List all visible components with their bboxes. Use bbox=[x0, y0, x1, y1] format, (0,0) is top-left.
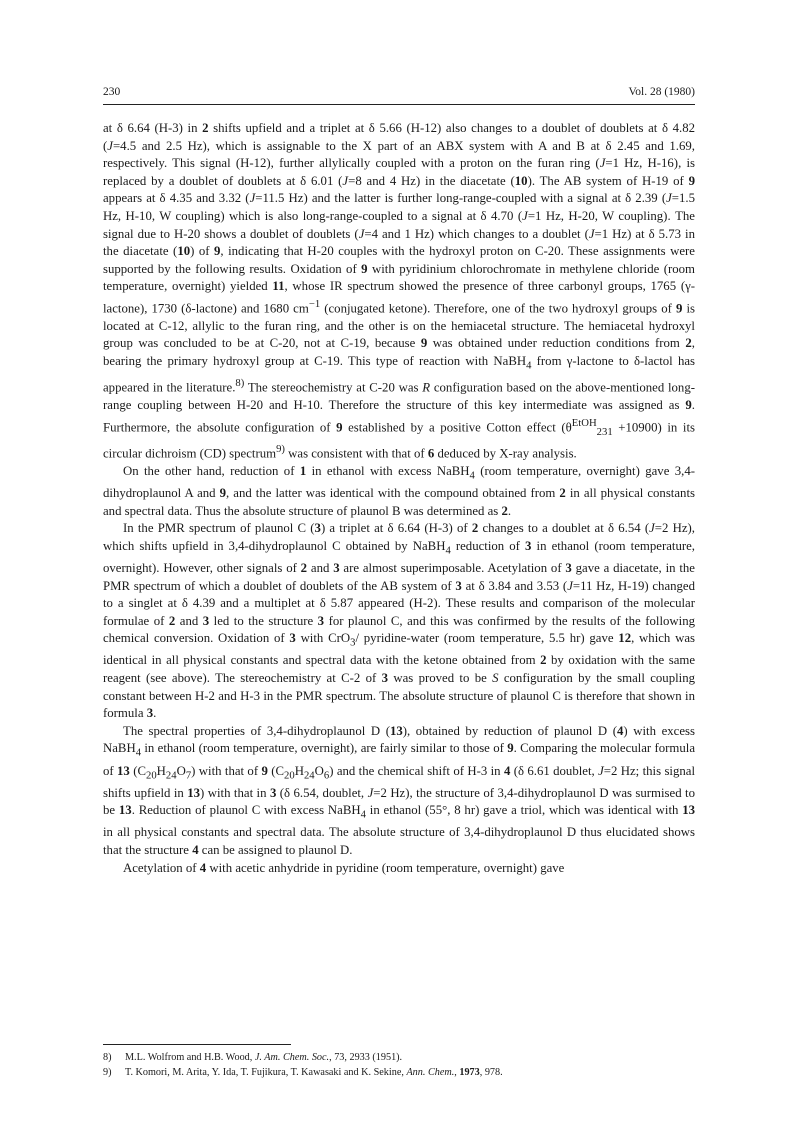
running-header bbox=[103, 86, 695, 102]
footnote-8 bbox=[103, 1050, 695, 1065]
footnote-9 bbox=[103, 1065, 695, 1080]
header-rule bbox=[103, 104, 695, 105]
paragraph-5: Acetylation of 4 with acetic anhydride in pyridine (room temperature, overnight) gave bbox=[123, 860, 565, 875]
footnote-number: 8) bbox=[103, 1052, 112, 1063]
footnote-text: M.L. Wolfrom and H.B. Wood, J. Am. Chem. Soc., 73, 2933 (1951). bbox=[125, 1052, 403, 1063]
footnote-text: T. Komori, M. Arita, Y. Ida, T. Fujikura, T. Kawasaki and K. Sekine, Ann. Chem., 1973, 978. bbox=[125, 1067, 503, 1078]
paragraph-2: On the other hand, reduction of 1 in ethanol with excess NaBH$_4$ (room temperature, overnight) gave 3,4-dihydroplaunol A and 9, and the latter was identical with the compound obtained from 2 in all physical constants and spectral data. Thus the absolute structure of plaunol B was determined as 2. bbox=[103, 463, 696, 518]
footnotes bbox=[103, 1050, 695, 1080]
paragraph-4: The spectral properties of 3,4-dihydroplaunol D (13), obtained by reduction of plaunol D (4) with excess NaBH$_4$ in ethanol (room temperature, overnight), are fairly similar to those of 9. Comparing the molecular formula of 13 $(C_{20}H_{24}O_7)$ with that of 9 $(C_{20}H_{24}O_6)$ and the chemical shift of H-3 in 4 (δ 6.61 doublet, J=2 Hz; this signal shifts upfield in 13) with that in 3 (δ 6.54, doublet, J=2 Hz), the structure of 3,4-dihydroplaunol D was surmised to be 13. Reduction of plaunol C with excess NaBH$_4$ in ethanol (55°, 8 hr) gave a triol, which was identical with 13 in all physical constants and spectral data. The absolute structure of 3,4-dihydroplaunol D thus elucidated shows that the structure 4 can be assigned to plaunol D. bbox=[103, 723, 696, 857]
article-body bbox=[103, 120, 695, 877]
paragraph-1: at δ 6.64 (H-3) in 2 shifts upfield and a triplet at δ 5.66 (H-12) also changes to a doublet of doublets at δ 4.82 (J=4.5 and 2.5 Hz), which is assignable to the X part of an ABX system with A and B at δ 2.45 and 1.69, respectively. This signal (H-12), further allylically coupled with a proton on the furan ring (J=1 Hz, H-16), is replaced by a doublet of doublets at δ 6.01 (J=8 and 4 Hz) in the diacetate (10). The AB system of H-19 of 9 appears at δ 4.35 and 3.32 (J=11.5 Hz) and the latter is further long-range-coupled with a signal at δ 2.39 (J=1.5 Hz, H-10, W coupling) which is also long-range-coupled to a signal at δ 4.70 (J=1 Hz, H-20, W coupling). The signal due to H-20 shows a doublet of doublets (J=4 and 1 Hz) which changes to a doublet (J=1 Hz) at δ 5.73 in the diacetate (10) of 9, indicating that H-20 couples with the hydroxyl proton on C-20. These assignments were supported by the following results. Oxidation of 9 with pyridinium chlorochromate in methylene chloride (room temperature, overnight) yielded 11, whose IR spectrum showed the presence of three carbonyl groups, 1765 (γ-lactone), 1730 (δ-lactone) and 1680 $cm^{-1}$ (conjugated ketone). Therefore, one of the two hydroxyl groups of 9 is located at C-12, allylic to the furan ring, and the other is on the hemiacetal structure. The hemiacetal hydroxyl group was concluded to be at C-20, not at C-19, because 9 was obtained under reduction conditions from 2, bearing the primary hydroxyl group at C-19. This type of reaction with NaBH$_4$ from γ-lactone to δ-lactol has appeared in the literature.$^{8)}$ The stereochemistry at C-20 was R configuration based on the above-mentioned long-range coupling between H-20 and H-10. Therefore the structure of this key intermediate was assigned as 9. Furthermore, the absolute configuration of 9 established by a positive Cotton effect $(\theta^{EtOH}_{231} +10900)$ in its circular dichroism (CD) spectrum$^{9)}$ was consistent with that of 6 deduced by X-ray analysis. bbox=[103, 121, 695, 461]
page-number: 230 bbox=[103, 86, 121, 98]
footnote-rule bbox=[103, 1044, 291, 1045]
volume-label: Vol. 28 (1980) bbox=[628, 86, 695, 98]
paragraph-3: In the PMR spectrum of plaunol C (3) a triplet at δ 6.64 (H-3) of 2 changes to a doublet at δ 6.54 (J=2 Hz), which shifts upfield in 3,4-dihydroplaunol C obtained by NaBH$_4$ reduction of 3 in ethanol (room temperature, overnight). However, other signals of 2 and 3 are almost superimposable. Acetylation of 3 gave a diacetate, in the PMR spectrum of which a doublet of doublets of the AB system of 3 at δ 3.84 and 3.53 (J=11 Hz, H-19) changed to a singlet at δ 4.39 and a multiplet at δ 5.87 appeared (H-2). These results and comparison of the molecular formulae of 2 and 3 led to the structure 3 for plaunol C, and this was confirmed by the results of the following chemical conversion. Oxidation of 3 with CrO$_3$/ pyridine-water (room temperature, 5.5 hr) gave 12, which was identical in all physical constants and spectral data with the ketone obtained from 2 by oxidation with the same reagent (see above). The stereochemistry at C-2 of 3 was proved to be S configuration by the small coupling constant between H-2 and H-3 in the PMR spectrum. The absolute structure of plaunol C is therefore that shown in formula 3. bbox=[103, 521, 696, 721]
footnote-number: 9) bbox=[103, 1067, 112, 1078]
